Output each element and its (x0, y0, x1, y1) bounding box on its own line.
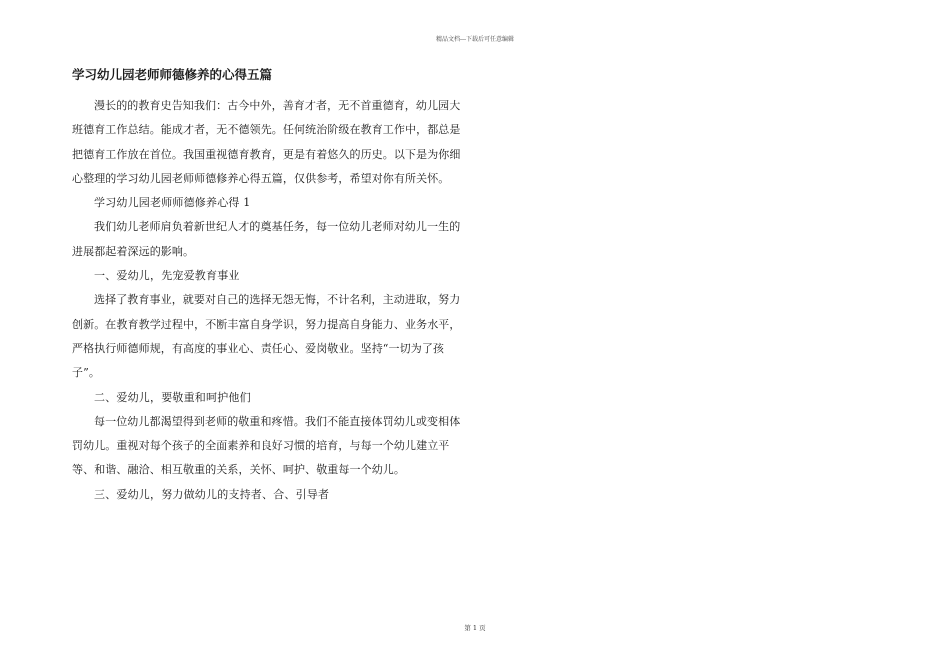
subheading-2: 二、爱幼儿，要敬重和呵护他们 (94, 390, 251, 404)
body-paragraph: 选择了教育事业，就要对自己的选择无怨无悔，不计名利，主动进取，努力创新。在教育教学过程中，不断丰富自身学识，努力提高自身能力、业务水平，严格执行师德师规，有高度的事业心、责任心、爱岗敬业。坚持“一切为了孩子”。 (72, 293, 461, 380)
body-paragraph: 我们幼儿老师肩负着新世纪人才的奠基任务，每一位幼儿老师对幼儿一生的进展都起着深远的影响。 (72, 220, 461, 258)
page-number: 第 1 页 (464, 624, 486, 632)
body-paragraph: 每一位幼儿都渴望得到老师的敬重和疼惜。我们不能直接体罚幼儿或变相体罚幼儿。重视对每个孩子的全面素养和良好习惯的培育，与每一个幼儿建立平等、和谐、融洽、相互敬重的关系，关怀、呵护、敬重每一个幼儿。 (72, 414, 461, 477)
intro-paragraph: 漫长的的教育史告知我们：古今中外，善育才者，无不首重德育，幼儿园大班德育工作总结。能成才者，无不德领先。任何统治阶级在教育工作中，都总是把德育工作放在首位。我国重视德育教育，更是有着悠久的历史。以下是为你细心整理的学习幼儿园老师师德修养心得五篇，仅供参考，希望对你有所关怀。 (72, 99, 461, 185)
header-note: 精品文档---下载后可任意编辑 (435, 36, 515, 43)
subheading-1: 一、爱幼儿，先宠爱教育事业 (94, 269, 240, 283)
document-body (72, 67, 462, 507)
subheading-3: 三、爱幼儿，努力做幼儿的支持者、合、引导者 (94, 487, 330, 501)
section-heading-1: 学习幼儿园老师师德修养心得 1 (94, 196, 251, 210)
document-title: 学习幼儿园老师师德修养的心得五篇 (72, 67, 273, 82)
